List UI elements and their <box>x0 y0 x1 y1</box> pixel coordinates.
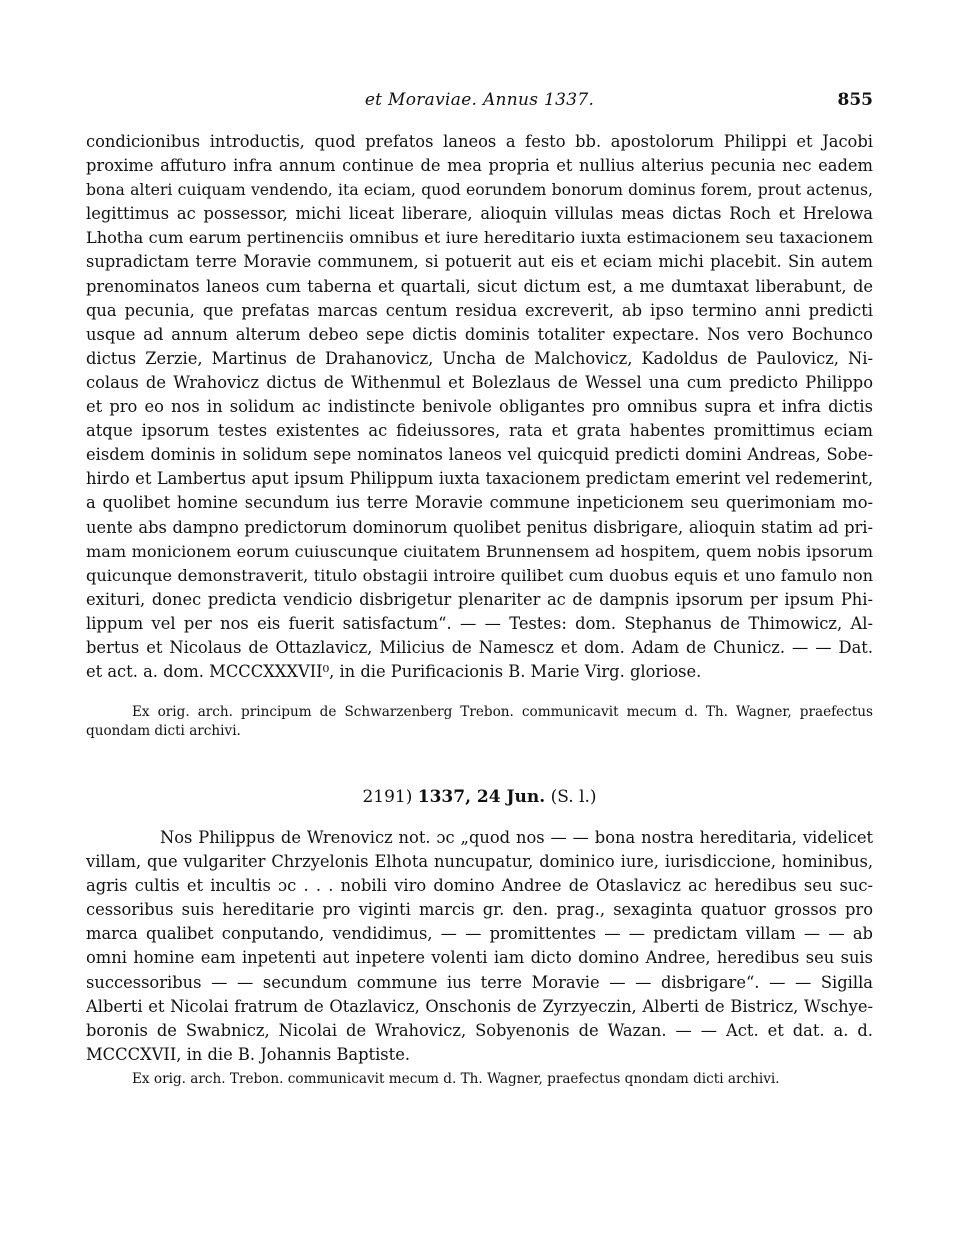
text-line: uente abs dampno predictorum dominorum quolibet penitus disbrigare, alioquin statim ad pri- <box>86 517 873 537</box>
source-note-line: Ex orig. arch. principum de Schwarzenberg Trebon. communicavit mecum d. Th. Wagner, praefectus <box>132 704 873 720</box>
continued-charter-text <box>86 130 873 684</box>
document-number: 2191) <box>362 787 413 807</box>
text-line: MCCCXVII, in die B. Johannis Baptiste. <box>86 1044 411 1064</box>
page-number: 855 <box>837 90 873 110</box>
text-line: supradictam terre Moravie communem, si potuerit aut eis et eciam michi placebit. Sin autem <box>86 252 873 272</box>
text-line: bertus et Nicolaus de Ottazlavicz, Milicius de Namescz et dom. Adam de Chunicz. — — Dat. <box>86 637 873 657</box>
text-line: colaus de Wrahovicz dictus de Withenmul et Bolezlaus de Wessel una cum predicto Philippo <box>86 372 873 392</box>
source-note <box>86 1070 873 1089</box>
text-line: et pro eo nos in solidum ac indistincte benivole obligantes pro omnibus supra et infra dictis <box>86 397 873 417</box>
text-line: mam monicionem eorum cuiuscunque ciuitatem Brunnensem ad hospitem, quem nobis ipsorum <box>86 541 873 561</box>
text-line: villam, que vulgariter Chrzyelonis Elhota nuncupatur, dominico iure, iurisdiccione, hominibus, <box>86 852 873 872</box>
text-line: qua pecunia, que prefatas marcas centum residua excreverit, ab ipso termino anni predicti <box>86 300 873 320</box>
text-line: hirdo et Lambertus aput ipsum Philippum iuxta taxacionem predictam emerint vel redemerint, <box>86 469 873 489</box>
text-line: bona alteri cuiquam vendendo, ita eciam, quod eorundem bonorum dominus forem, prout actenus, <box>86 180 873 200</box>
text-line: agris cultis et incultis ɔc . . . nobili viro domino Andree de Otaslavicz ac heredibus seu suc- <box>86 876 873 896</box>
charter-2191-text <box>86 826 873 1067</box>
text-line: successoribus — — secundum commune ius terre Moravie — — disbrigare“. — — Sigilla <box>86 972 873 992</box>
text-line: lippum vel per nos eis fuerit satisfactum“. — — Testes: dom. Stephanus de Thimowicz, Al- <box>86 613 873 633</box>
document-date: 1337, 24 Jun. <box>417 787 546 807</box>
text-line: exituri, donec predicta vendicio disbrigetur plenariter ac de dampnis ipsorum per ipsum Phi- <box>86 589 873 609</box>
source-note-line: Ex orig. arch. Trebon. communicavit mecum d. Th. Wagner, praefectus qnondam dicti archivi. <box>132 1071 780 1087</box>
text-line: cessoribus suis hereditarie pro viginti marcis gr. den. prag., sexaginta quatuor grossos pro <box>86 900 873 920</box>
source-note-line: quondam dicti archivi. <box>86 723 241 739</box>
text-line: et act. a. dom. MCCCXXXVII⁰, in die Purificacionis B. Marie Virg. gloriose. <box>86 662 702 682</box>
page-header <box>86 90 873 114</box>
text-line: proxime affuturo infra annum continue de mea propria et nullius alterius pecunia nec eadem <box>86 156 873 176</box>
text-line: prenominatos laneos cum taberna et quartali, sicut dictum est, a me dumtaxat liberabunt, de <box>86 276 873 296</box>
text-line: quicunque demonstraverit, titulo obstagii introire quilibet cum duobus equis et uno famulo non <box>86 565 873 585</box>
text-line: dictus Zerzie, Martinus de Drahanovicz, Uncha de Malchovicz, Kadoldus de Paulovicz, Ni- <box>86 348 873 368</box>
source-note <box>86 703 873 741</box>
text-line: marca qualibet conputando, vendidimus, — — promittentes — — predictam villam — — ab <box>86 924 873 944</box>
text-line: atque ipsorum testes existentes ac fideiussores, rata et grata habentes promittimus eciam <box>86 421 873 441</box>
text-line: Nos Philippus de Wrenovicz not. ɔc „quod nos — — bona nostra hereditaria, videlicet <box>160 828 873 847</box>
text-line: usque ad annum alterum debeo sepe dictis dominis totaliter expectare. Nos vero Bochunco <box>86 324 873 344</box>
text-line: condicionibus introductis, quod prefatos laneos a festo bb. apostolorum Philippi et Jacobi <box>86 132 873 151</box>
text-line: Alberti et Nicolai fratrum de Otazlavicz, Onschonis de Zyrzyeczin, Alberti de Bistricz, Wschye- <box>86 996 873 1016</box>
text-line: legittimus ac possessor, michi liceat liberare, alioquin villulas meas dictas Roch et Hrelowa <box>86 204 873 224</box>
text-line: Lhotha cum earum pertinenciis omnibus et iure hereditario iuxta estimacionem seu taxacionem <box>86 228 873 248</box>
text-line: eisdem dominis in solidum sepe nominatos laneos vel quicquid predicti domini Andreas, Sobe- <box>86 445 873 465</box>
text-line: omni homine eam inpetenti aut inpetere volenti iam dicto domino Andree, heredibus seu suis <box>86 948 873 968</box>
document-heading <box>86 787 873 807</box>
document-place: (S. l.) <box>550 787 597 807</box>
running-title: et Moraviae. Annus 1337. <box>364 90 595 110</box>
text-line: boronis de Swabnicz, Nicolai de Wrahovicz, Sobyenonis de Wazan. — — Act. et dat. a. d. <box>86 1020 873 1040</box>
text-line: a quolibet homine secundum ius terre Moravie commune inpeticionem seu querimoniam mo- <box>86 493 873 513</box>
